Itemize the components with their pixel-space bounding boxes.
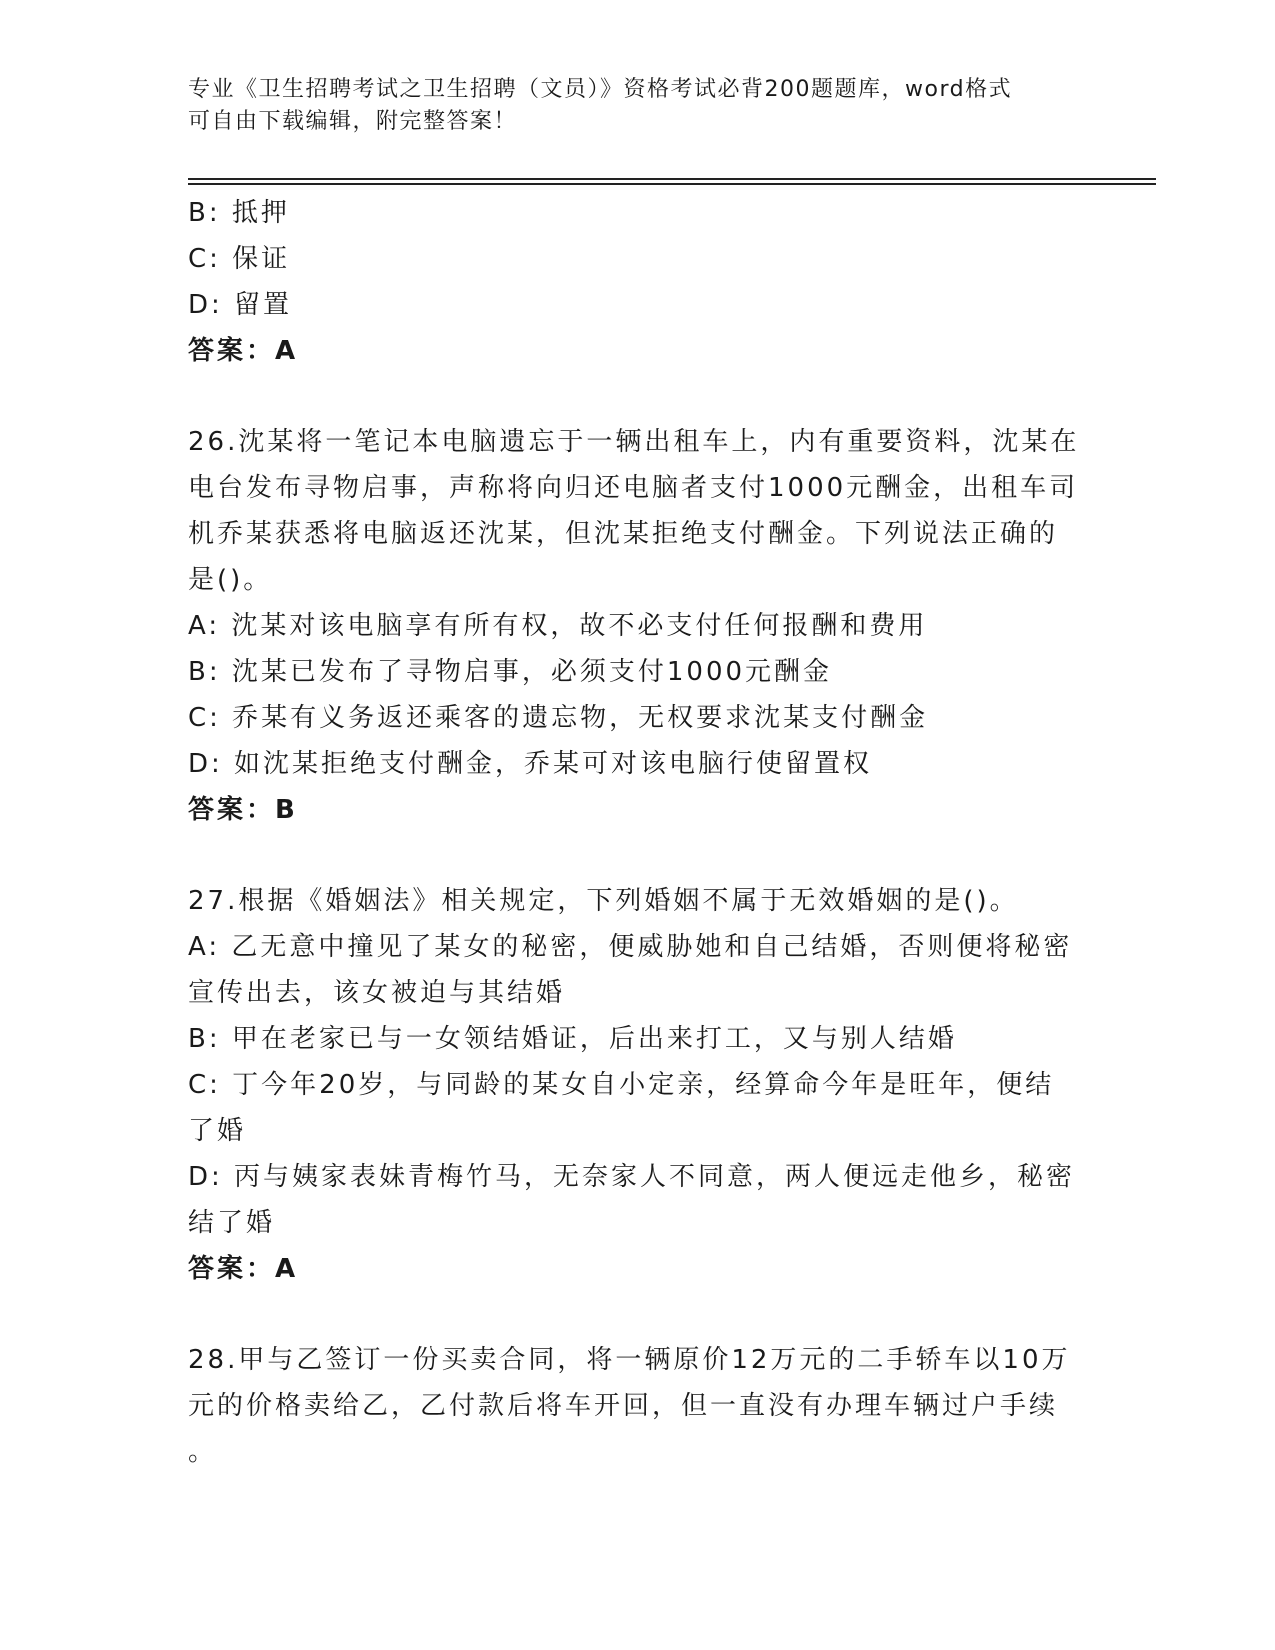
option-c: C: 保证: [188, 244, 291, 274]
question-25-tail: [188, 190, 1088, 374]
option-d-continued: 结了婚: [188, 1208, 276, 1238]
answer-line: 答案：B: [188, 795, 298, 825]
option-d: D: 留置: [188, 290, 293, 320]
document-header: [188, 74, 1068, 138]
question-stem-line: 电台发布寻物启事，声称将向归还电脑者支付1000元酬金，出租车司: [188, 473, 1079, 503]
question-28: [188, 1337, 1088, 1475]
option-c: C: 丁今年20岁，与同龄的某女自小定亲，经算命今年是旺年，便结: [188, 1070, 1055, 1100]
question-stem-line: 。: [188, 1437, 218, 1467]
header-line-2: 可自由下载编辑，附完整答案！: [188, 109, 518, 134]
option-b: B: 抵押: [188, 198, 290, 228]
answer-line: 答案：A: [188, 336, 299, 366]
question-26: [188, 419, 1088, 833]
option-d: D: 如沈某拒绝支付酬金，乔某可对该电脑行使留置权: [188, 749, 873, 779]
option-c-continued: 了婚: [188, 1116, 247, 1146]
header-divider-top: [188, 178, 1156, 180]
question-content: [188, 190, 1088, 1475]
question-stem-line: 26.沈某将一笔记本电脑遗忘于一辆出租车上，内有重要资料，沈某在: [188, 427, 1080, 457]
question-stem-line: 是()。: [188, 565, 273, 595]
question-stem-line: 27.根据《婚姻法》相关规定，下列婚姻不属于无效婚姻的是()。: [188, 886, 1019, 916]
question-stem-line: 机乔某获悉将电脑返还沈某，但沈某拒绝支付酬金。下列说法正确的: [188, 519, 1059, 549]
answer-line: 答案：A: [188, 1254, 299, 1284]
question-27: [188, 878, 1088, 1292]
question-stem-line: 28.甲与乙签订一份买卖合同，将一辆原价12万元的二手轿车以10万: [188, 1345, 1071, 1375]
question-stem-line: 元的价格卖给乙，乙付款后将车开回，但一直没有办理车辆过户手续: [188, 1391, 1059, 1421]
option-d: D: 丙与姨家表妹青梅竹马，无奈家人不同意，两人便远走他乡，秘密: [188, 1162, 1076, 1192]
option-a: A: 乙无意中撞见了某女的秘密，便威胁她和自己结婚，否则便将秘密: [188, 932, 1073, 962]
option-b: B: 甲在老家已与一女领结婚证，后出来打工，又与别人结婚: [188, 1024, 957, 1054]
option-a: A: 沈某对该电脑享有所有权，故不必支付任何报酬和费用: [188, 611, 928, 641]
header-line-1: 专业《卫生招聘考试之卫生招聘（文员）》资格考试必背200题题库，word格式: [188, 77, 1013, 102]
header-divider-bottom: [188, 183, 1156, 185]
option-b: B: 沈某已发布了寻物启事，必须支付1000元酬金: [188, 657, 833, 687]
option-a-continued: 宣传出去，该女被迫与其结婚: [188, 978, 566, 1008]
option-c: C: 乔某有义务返还乘客的遗忘物，无权要求沈某支付酬金: [188, 703, 929, 733]
